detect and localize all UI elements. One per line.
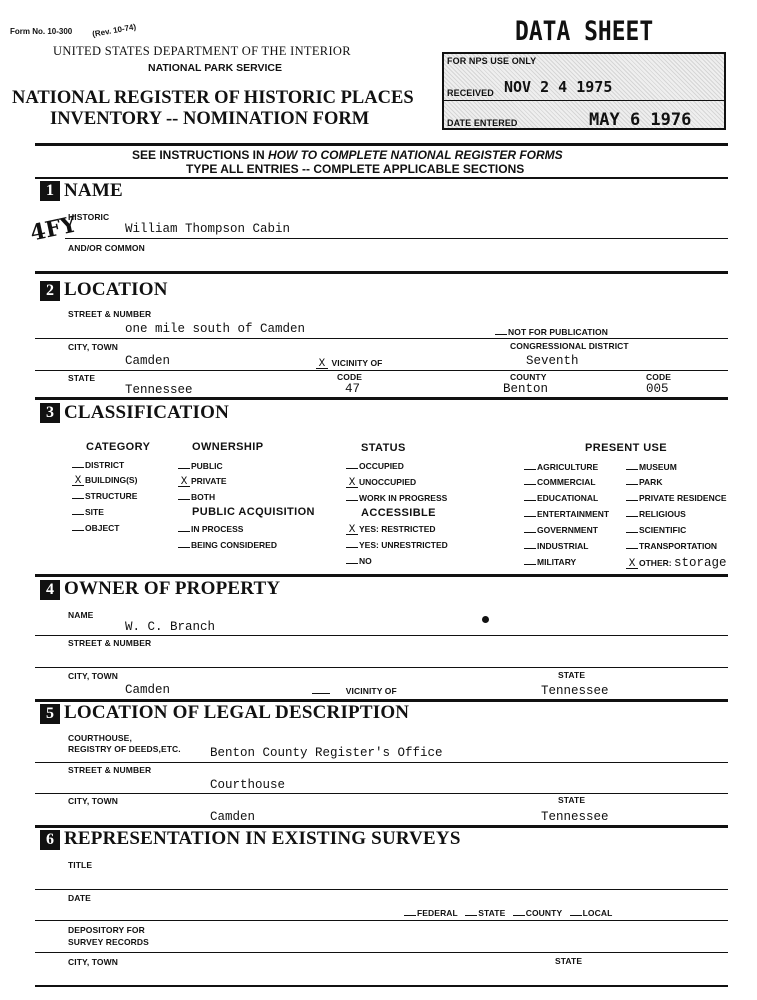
option-being-considered: BEING CONSIDERED (178, 540, 277, 550)
option-buildings: X BUILDING(S) (72, 475, 137, 486)
option-religious: RELIGIOUS (626, 509, 686, 519)
option-in-process: IN PROCESS (178, 524, 243, 534)
county-label: COUNTY (510, 372, 547, 382)
option-private: X PRIVATE (178, 476, 227, 487)
historic-label: HISTORIC (68, 212, 110, 222)
section-number: 5 (40, 704, 60, 724)
option-private-residence: PRIVATE RESIDENCE (626, 493, 727, 503)
city-value: Camden (125, 354, 171, 368)
option-industrial: INDUSTRIAL (524, 541, 588, 551)
section-title-name: NAME (64, 180, 123, 201)
option-work-in-progress: WORK IN PROGRESS (346, 493, 447, 503)
revision-note: (Rev. 10-74) (91, 22, 137, 39)
owner-name-label: NAME (68, 610, 94, 620)
option-unoccupied: X UNOCCUPIED (346, 477, 416, 488)
present-use-heading: PRESENT USE (585, 442, 668, 454)
owner-state-label: STATE (558, 670, 586, 680)
option-yes-unrestricted: YES: UNRESTRICTED (346, 540, 448, 550)
state-value: Tennessee (125, 383, 193, 397)
congressional-district-label: CONGRESSIONAL DISTRICT (510, 341, 629, 351)
section-title-location: LOCATION (64, 279, 168, 300)
state-code-label: CODE (337, 372, 362, 382)
legal-city-value: Camden (210, 810, 256, 824)
nps-use-label: FOR NPS USE ONLY (447, 56, 537, 66)
section-number: 2 (40, 281, 60, 301)
received-stamp: NOV 2 4 1975 (504, 78, 613, 96)
option-district: DISTRICT (72, 460, 124, 470)
section-title-surveys: REPRESENTATION IN EXISTING SURVEYS (64, 828, 461, 849)
state-label: STATE (68, 373, 96, 383)
owner-city-label: CITY, TOWN (68, 671, 118, 681)
date-entered-label: DATE ENTERED (447, 118, 518, 128)
option-park: PARK (626, 477, 662, 487)
section-number: 6 (40, 830, 60, 850)
status-heading: STATUS (361, 442, 406, 454)
legal-street-value: Courthouse (210, 778, 286, 792)
option-object: OBJECT (72, 523, 119, 533)
owner-state-value: Tennessee (541, 684, 609, 698)
option-yes-restricted: X YES: RESTRICTED (346, 524, 436, 535)
option-entertainment: ENTERTAINMENT (524, 509, 609, 519)
form-title-line1: NATIONAL REGISTER OF HISTORIC PLACES (12, 88, 414, 108)
date-entered-stamp: MAY 6 1976 (589, 110, 692, 130)
option-both: BOTH (178, 492, 215, 502)
ink-dot (482, 616, 489, 623)
category-heading: CATEGORY (86, 441, 151, 453)
survey-title-label: TITLE (68, 860, 93, 870)
owner-vicinity: VICINITY OF (312, 686, 397, 696)
county-value: Benton (503, 382, 549, 396)
service: NATIONAL PARK SERVICE (148, 62, 282, 74)
section-title-legal: LOCATION OF LEGAL DESCRIPTION (64, 702, 410, 723)
legal-street-label: STREET & NUMBER (68, 765, 152, 775)
not-for-publication: NOT FOR PUBLICATION (495, 327, 608, 337)
depository-label-1: DEPOSITORY FOR (68, 925, 145, 935)
header-rule (35, 143, 728, 146)
section-number: 3 (40, 403, 60, 423)
option-site: SITE (72, 507, 104, 517)
county-code-label: CODE (646, 372, 671, 382)
courthouse-label-2: REGISTRY OF DEEDS,ETC. (68, 744, 181, 754)
option-other: X OTHER: storage (626, 556, 726, 570)
received-label: RECEIVED (447, 88, 494, 98)
legal-city-label: CITY, TOWN (68, 796, 118, 806)
other-value: storage (673, 556, 727, 570)
county-code-value: 005 (646, 382, 669, 396)
legal-state-value: Tennessee (541, 810, 609, 824)
option-public: PUBLIC (178, 461, 223, 471)
option-military: MILITARY (524, 557, 576, 567)
street-label: STREET & NUMBER (68, 309, 152, 319)
option-agriculture: AGRICULTURE (524, 462, 598, 472)
option-educational: EDUCATIONAL (524, 493, 598, 503)
handwritten-mark: 4FY (27, 211, 79, 247)
owner-city-value: Camden (125, 683, 171, 697)
courthouse-label-1: COURTHOUSE, (68, 733, 132, 743)
option-no: NO (346, 556, 372, 566)
instructions-line2: TYPE ALL ENTRIES -- COMPLETE APPLICABLE SECTIONS (186, 162, 525, 176)
section-title-classification: CLASSIFICATION (64, 402, 230, 423)
option-museum: MUSEUM (626, 462, 677, 472)
form-number: Form No. 10-300 (10, 27, 73, 36)
form-title-line2: INVENTORY -- NOMINATION FORM (50, 109, 370, 129)
legal-state-label: STATE (558, 795, 586, 805)
owner-name-value: W. C. Branch (125, 620, 216, 634)
instructions-line1: SEE INSTRUCTIONS IN HOW TO COMPLETE NATIONAL REGISTER FORMS (132, 148, 563, 162)
option-structure: STRUCTURE (72, 491, 137, 501)
data-sheet-stamp: DATA SHEET (515, 16, 654, 47)
historic-name-value: William Thompson Cabin (125, 222, 291, 236)
section-number: 4 (40, 580, 60, 600)
public-acquisition-heading: PUBLIC ACQUISITION (192, 506, 315, 518)
department: UNITED STATES DEPARTMENT OF THE INTERIOR (53, 44, 351, 58)
option-scientific: SCIENTIFIC (626, 525, 686, 535)
option-occupied: OCCUPIED (346, 461, 404, 471)
option-transportation: TRANSPORTATION (626, 541, 717, 551)
survey-city-label: CITY, TOWN (68, 957, 118, 967)
ownership-heading: OWNERSHIP (192, 441, 264, 453)
state-code-value: 47 (345, 382, 361, 396)
owner-street-label: STREET & NUMBER (68, 638, 152, 648)
section-title-owner: OWNER OF PROPERTY (64, 578, 281, 599)
survey-state-label: STATE (555, 956, 583, 966)
congressional-district-value: Seventh (526, 354, 579, 368)
common-name-label: AND/OR COMMON (68, 243, 145, 253)
accessible-heading: ACCESSIBLE (361, 507, 436, 519)
option-commercial: COMMERCIAL (524, 477, 596, 487)
survey-date-label: DATE (68, 893, 91, 903)
survey-level-options: FEDERAL STATE COUNTY LOCAL (404, 908, 612, 918)
option-government: GOVERNMENT (524, 525, 598, 535)
section-number: 1 (40, 181, 60, 201)
courthouse-value: Benton County Register's Office (210, 746, 443, 760)
street-value: one mile south of Camden (125, 322, 306, 336)
nps-use-box (442, 52, 726, 130)
vicinity-of: X VICINITY OF (316, 358, 382, 369)
depository-label-2: SURVEY RECORDS (68, 937, 149, 947)
city-label: CITY, TOWN (68, 342, 118, 352)
